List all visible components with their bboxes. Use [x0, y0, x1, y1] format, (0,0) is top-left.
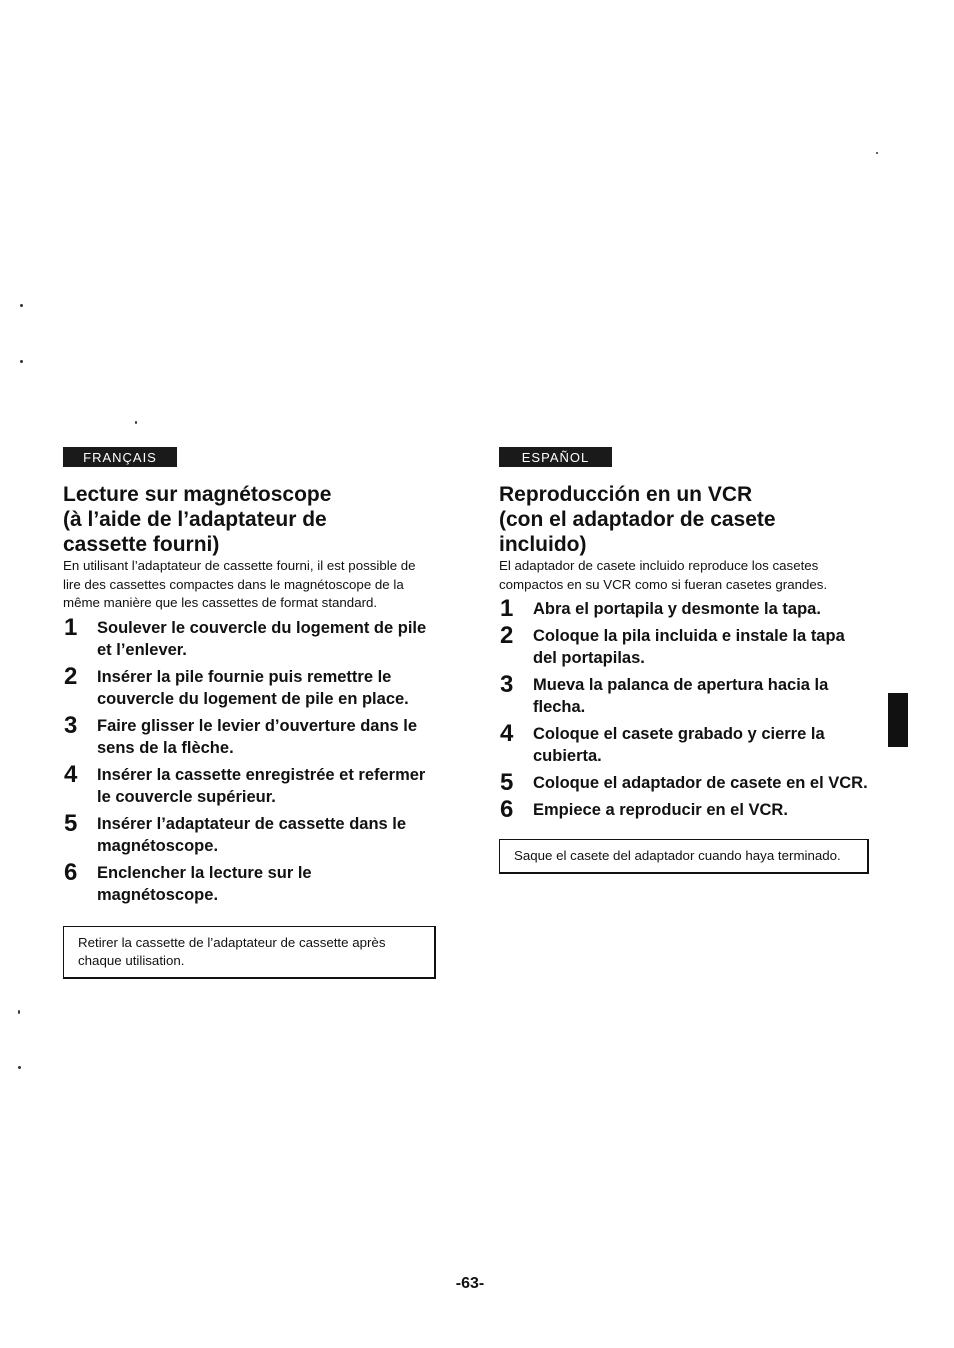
step-number: 1	[64, 613, 78, 641]
step-item	[499, 769, 871, 796]
title-line: (à l’aide de l’adaptateur de	[63, 508, 327, 531]
step-number: 1	[500, 595, 514, 622]
step-text: Mueva la palanca de apertura hacia la flecha.	[533, 676, 829, 716]
scan-speck	[135, 421, 137, 424]
step-text: Soulever le couvercle du logement de pile et l’enlever.	[97, 618, 427, 659]
section-title-french	[63, 482, 435, 557]
step-text: Coloque la pila incluida e instale la tapa del portapilas.	[533, 627, 845, 667]
page-number: -63-	[455, 1275, 485, 1292]
step-text: Coloque el adaptador de casete en el VCR.	[533, 774, 868, 792]
scan-speck	[876, 152, 878, 154]
step-number: 4	[500, 720, 514, 747]
scan-speck	[20, 360, 23, 363]
step-number: 5	[64, 809, 78, 837]
step-number: 5	[500, 769, 514, 796]
step-item	[63, 711, 435, 759]
step-number: 2	[500, 622, 514, 649]
title-line: incluido)	[499, 533, 587, 556]
step-number: 3	[500, 671, 514, 698]
step-item	[63, 760, 435, 808]
step-text: Coloque el casete grabado y cierre la cubierta.	[533, 725, 825, 765]
step-item	[63, 809, 435, 857]
step-text: Insérer l’adaptateur de cassette dans le magnétoscope.	[97, 814, 407, 855]
step-text: Empiece a reproducir en el VCR.	[533, 801, 788, 819]
language-tag-spanish: ESPAÑOL	[499, 447, 612, 467]
title-line: (con el adaptador de casete	[499, 508, 776, 531]
step-text: Insérer la pile fournie puis remettre le couvercle du logement de pile en place.	[97, 667, 409, 708]
step-item	[499, 622, 871, 669]
step-number: 3	[64, 711, 78, 739]
step-text: Abra el portapila y desmonte la tapa.	[533, 600, 821, 618]
intro-paragraph-french: En utilisant l’adaptateur de cassette fourni, il est possible de lire des cassettes compactes dans le magnétoscope de la même manière que les cassettes de format standard.	[63, 558, 416, 610]
step-item	[499, 796, 871, 823]
title-line: Reproducción en un VCR	[499, 483, 753, 506]
note-box-french: Retirer la cassette de l’adaptateur de cassette après chaque utilisation.	[63, 926, 436, 979]
section-tab-marker	[888, 693, 908, 747]
step-number: 6	[500, 796, 514, 823]
step-item	[499, 671, 871, 718]
intro-paragraph-spanish: El adaptador de casete incluido reproduce los casetes compactos en su VCR como si fueran casetes grandes.	[499, 558, 828, 592]
step-item	[499, 595, 871, 622]
steps-list-spanish	[499, 595, 871, 823]
french-section	[63, 447, 435, 979]
scan-speck	[18, 1066, 21, 1069]
steps-list-french	[63, 613, 435, 906]
spanish-section	[499, 447, 871, 874]
step-number: 4	[64, 760, 78, 788]
step-text: Enclencher la lecture sur le magnétoscope.	[97, 863, 312, 904]
step-text: Faire glisser le levier d’ouverture dans le sens de la flèche.	[97, 716, 418, 757]
scan-speck	[20, 304, 23, 307]
scan-speck	[18, 1010, 20, 1014]
title-line: cassette fourni)	[63, 533, 220, 556]
step-item	[63, 613, 435, 661]
section-title-spanish	[499, 482, 871, 557]
note-box-spanish: Saque el casete del adaptador cuando haya terminado.	[499, 839, 869, 874]
step-item	[499, 720, 871, 767]
step-item	[63, 858, 435, 906]
step-number: 2	[64, 662, 78, 690]
title-line: Lecture sur magnétoscope	[63, 483, 332, 506]
step-number: 6	[64, 858, 78, 886]
language-tag-french: FRANÇAIS	[63, 447, 177, 467]
step-item	[63, 662, 435, 710]
step-text: Insérer la cassette enregistrée et refermer le couvercle supérieur.	[97, 765, 426, 806]
